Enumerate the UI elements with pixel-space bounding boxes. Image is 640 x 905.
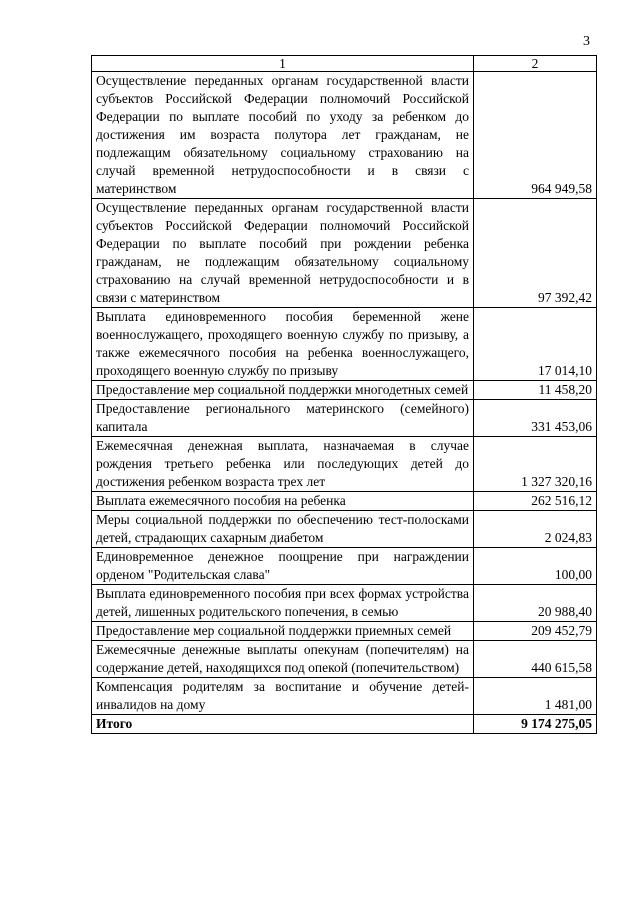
row-description: Компенсация родителям за воспитание и обучение детей-инвалидов на дому bbox=[92, 678, 474, 715]
row-description: Осуществление переданных органам государственной власти субъектов Российской Федерации полномочий Российской Федерации по выплате пособий по уходу за ребенком до достижения им возраста полутора лет гражданам, не подлежащим обязательному социальному страхованию на случай временной нетрудоспособности и в связи с материнством bbox=[92, 72, 474, 199]
total-amount: 9 174 275,05 bbox=[474, 715, 597, 734]
row-amount: 1 327 320,16 bbox=[474, 437, 597, 492]
table-row bbox=[92, 678, 597, 715]
page-number: 3 bbox=[583, 34, 590, 49]
table-row bbox=[92, 492, 597, 511]
budget-table bbox=[91, 55, 597, 734]
row-description: Единовременное денежное поощрение при награждении орденом "Родительская слава" bbox=[92, 548, 474, 585]
row-amount: 209 452,79 bbox=[474, 622, 597, 641]
table-row bbox=[92, 437, 597, 492]
table-row bbox=[92, 511, 597, 548]
row-amount: 964 949,58 bbox=[474, 72, 597, 199]
table-row bbox=[92, 72, 597, 199]
row-amount: 97 392,42 bbox=[474, 199, 597, 308]
total-label: Итого bbox=[92, 715, 474, 734]
table-row bbox=[92, 585, 597, 622]
row-amount: 11 458,20 bbox=[474, 381, 597, 400]
row-description: Ежемесячная денежная выплата, назначаемая в случае рождения третьего ребенка или последующих детей до достижения ребенком возраста трех лет bbox=[92, 437, 474, 492]
row-description: Предоставление мер социальной поддержки приемных семей bbox=[92, 622, 474, 641]
row-amount: 262 516,12 bbox=[474, 492, 597, 511]
table-row bbox=[92, 308, 597, 381]
table-row bbox=[92, 381, 597, 400]
row-description: Выплата ежемесячного пособия на ребенка bbox=[92, 492, 474, 511]
row-description: Меры социальной поддержки по обеспечению тест-полосками детей, страдающих сахарным диабетом bbox=[92, 511, 474, 548]
row-amount: 2 024,83 bbox=[474, 511, 597, 548]
row-amount: 440 615,58 bbox=[474, 641, 597, 678]
row-amount: 1 481,00 bbox=[474, 678, 597, 715]
row-description: Выплата единовременного пособия при всех формах устройства детей, лишенных родительского попечения, в семью bbox=[92, 585, 474, 622]
table-row bbox=[92, 199, 597, 308]
total-row bbox=[92, 715, 597, 734]
row-amount: 20 988,40 bbox=[474, 585, 597, 622]
header-row bbox=[92, 56, 597, 72]
table-row bbox=[92, 622, 597, 641]
row-description: Осуществление переданных органам государственной власти субъектов Российской Федерации полномочий Российской Федерации по выплате пособий при рождении ребенка гражданам, не подлежащим обязательному социальному страхованию на случай временной нетрудоспособности и в связи с материнством bbox=[92, 199, 474, 308]
row-description: Предоставление регионального материнского (семейного) капитала bbox=[92, 400, 474, 437]
column-header-2: 2 bbox=[474, 56, 597, 72]
row-amount: 331 453,06 bbox=[474, 400, 597, 437]
row-description: Ежемесячные денежные выплаты опекунам (попечителям) на содержание детей, находящихся под опекой (попечительством) bbox=[92, 641, 474, 678]
row-description: Выплата единовременного пособия беременной жене военнослужащего, проходящего военную службу по призыву, а также ежемесячного пособия на ребенка военнослужащего, проходящего военную службу по призыву bbox=[92, 308, 474, 381]
table-row bbox=[92, 400, 597, 437]
row-description: Предоставление мер социальной поддержки многодетных семей bbox=[92, 381, 474, 400]
row-amount: 17 014,10 bbox=[474, 308, 597, 381]
column-header-1: 1 bbox=[92, 56, 474, 72]
table-row bbox=[92, 548, 597, 585]
table-row bbox=[92, 641, 597, 678]
row-amount: 100,00 bbox=[474, 548, 597, 585]
